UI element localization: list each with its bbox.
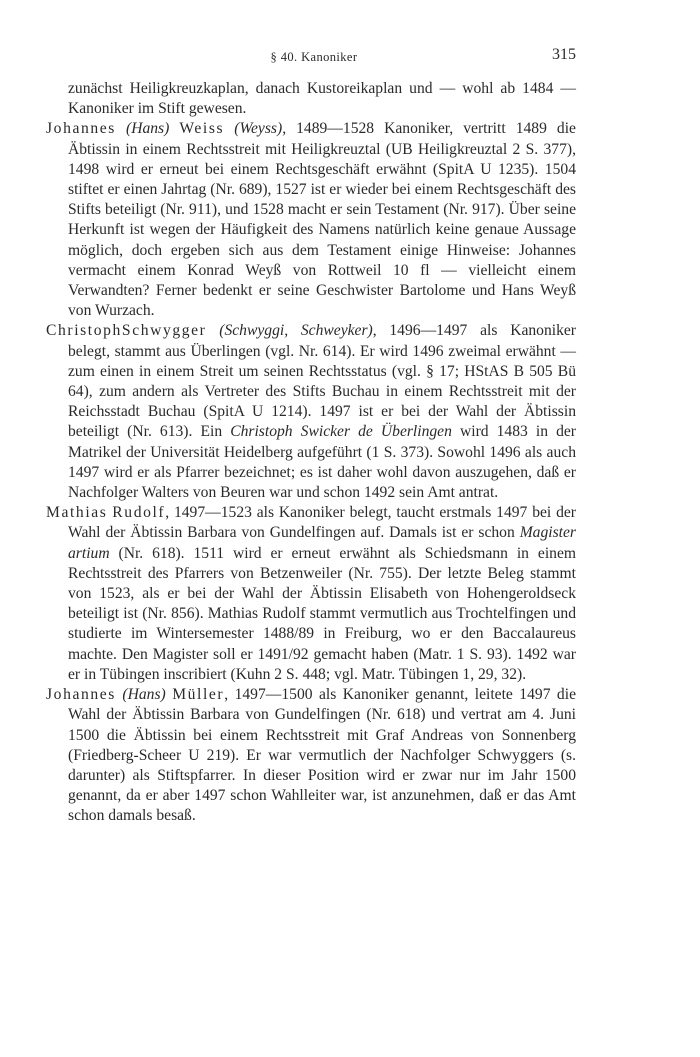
entry-text: , 1497—1523 als Kanoniker belegt, taucht erstmals 1497 bei der Wahl der Äbtissin Barbara von Gundelfingen auf. Damals ist er schon [68,504,576,542]
entry-surname: Weiss [179,120,225,138]
entry-mathias-rudolf [46,503,576,685]
entry-italic-degree: Magister artium [68,524,576,562]
entry-surname: Schwygger [121,322,207,340]
entry-first-name: Johannes [46,120,116,138]
entry-italic-name: Christoph Swicker de Überlingen [230,423,452,441]
entry-text: (Nr. 618). 1511 wird er erneut erwähnt als Schiedsmann in einem Rechtsstreit des Pfarrers von Betzenweiler (Nr. 755). Der letzte Beleg stammt von 1523, als er bei der Wahl der Äbtissin Elisabeth von Hohengeroldseck beteiligt ist (Nr. 856). Mathias Rudolf stammt vermutlich aus Trochtelfingen und studierte im Wintersemester 1488/89 in Freiburg, wo er den Baccalaureus machte. Den Magister soll er 1491/92 gemacht haben (Matr. 1 S. 93). 1492 war er in Tübingen inscribiert (Kuhn 2 S. 448; vgl. Matr. Tübingen 1, 29, 32). [68,544,576,683]
entry-text: wird 1483 in der Matrikel der Universität Heidelberg aufgeführt (1 S. 373). Sowohl 1496 als auch 1497 wird er als Pfarrer bezeichnet; es ist daher wohl davon auszugehen, daß er Nachfolger Walters von Beuren war und schon 1492 sein Amt antrat. [68,423,576,502]
entry-variant-surname: (Weyss) [234,120,283,138]
entry-variant-surname: (Schwyggi, Schweyker) [219,322,373,340]
page-number: 315 [552,46,576,63]
entry-continuation [46,79,576,119]
entry-text: , 1496—1497 als Kanoniker belegt, stammt aus Überlingen (vgl. Nr. 614). Er wird 1496 zweimal erwähnt — zum einen in einem Streit um seinen Rechtsstatus (vgl. § 17; HStAS B 505 Bü 64), zum andern als Vertreter des Stifts Buchau in einem Rechtsstreit mit der Reichsstadt Buchau (SpitA U 1214). 1497 ist er bei der Wahl der Äbtissin beteiligt (Nr. 613). Ein [68,322,577,441]
entry-first-name: Christoph [46,322,122,340]
entry-text: , 1489—1528 Kanoniker, vertritt 1489 die Äbtissin in einem Rechtsstreit mit Heiligkreuztal (UB Heiligkreuztal 2 S. 377), 1498 wird er erneut bei einem Rechtsgeschäft erwähnt (SpitA U 1235). 1504 stiftet er einen Jahrtag (Nr. 689), 1527 ist er wieder bei einem Rechtsgeschäft des Stifts beteiligt (Nr. 911), und 1528 macht er sein Testament (Nr. 917). Über seine Herkunft ist wegen der Häufigkeit des Namens natürlich keine genaue Aussage möglich, doch ergeben sich aus dem Testament einige Hinweise: Johannes vermacht einem Konrad Weyß von Rottweil 10 fl — vielleicht einem Verwandten? Ferner bedenkt er seine Geschwister Bartolome und Hans Weyß von Wurzach. [68,120,576,320]
entry-surname: Rudolf [112,504,166,522]
running-head: § 40. Kanoniker [270,50,358,64]
entry-variant-first-name: (Hans) [126,120,170,138]
page-body [46,79,576,827]
entry-surname: Müller [172,686,225,704]
entry-text: , 1497—1500 als Kanoniker genannt, leitete 1497 die Wahl der Äbtissin Barbara von Gundelfingen (Nr. 618) und vertrat am 4. Juni 1500 die Äbtissin bei einem Rechtsstreit mit Graf Andreas von Sonnenberg (Friedberg-Scheer U 219). Er war vermutlich der Nachfolger Schwyggers (s. darunter) als Stiftspfarrer. In dieser Position wird er zwar nur im Jahr 1500 genannt, da er aber 1497 schon Wahlleiter war, ist anzunehmen, daß er das Amt schon damals besaß. [68,686,576,825]
entry-first-name: Mathias [46,504,108,522]
page-header [52,46,576,68]
entry-johannes-weiss [46,119,576,321]
entry-first-name: Johannes [46,686,116,704]
entry-text: zunächst Heiligkreuzkaplan, danach Kustoreikaplan und — wohl ab 1484 — Kanoniker im Stift gewesen. [68,80,576,118]
entry-johannes-mueller [46,685,576,826]
entry-variant-first-name: (Hans) [122,686,166,704]
entry-christoph-schwygger [46,321,576,503]
